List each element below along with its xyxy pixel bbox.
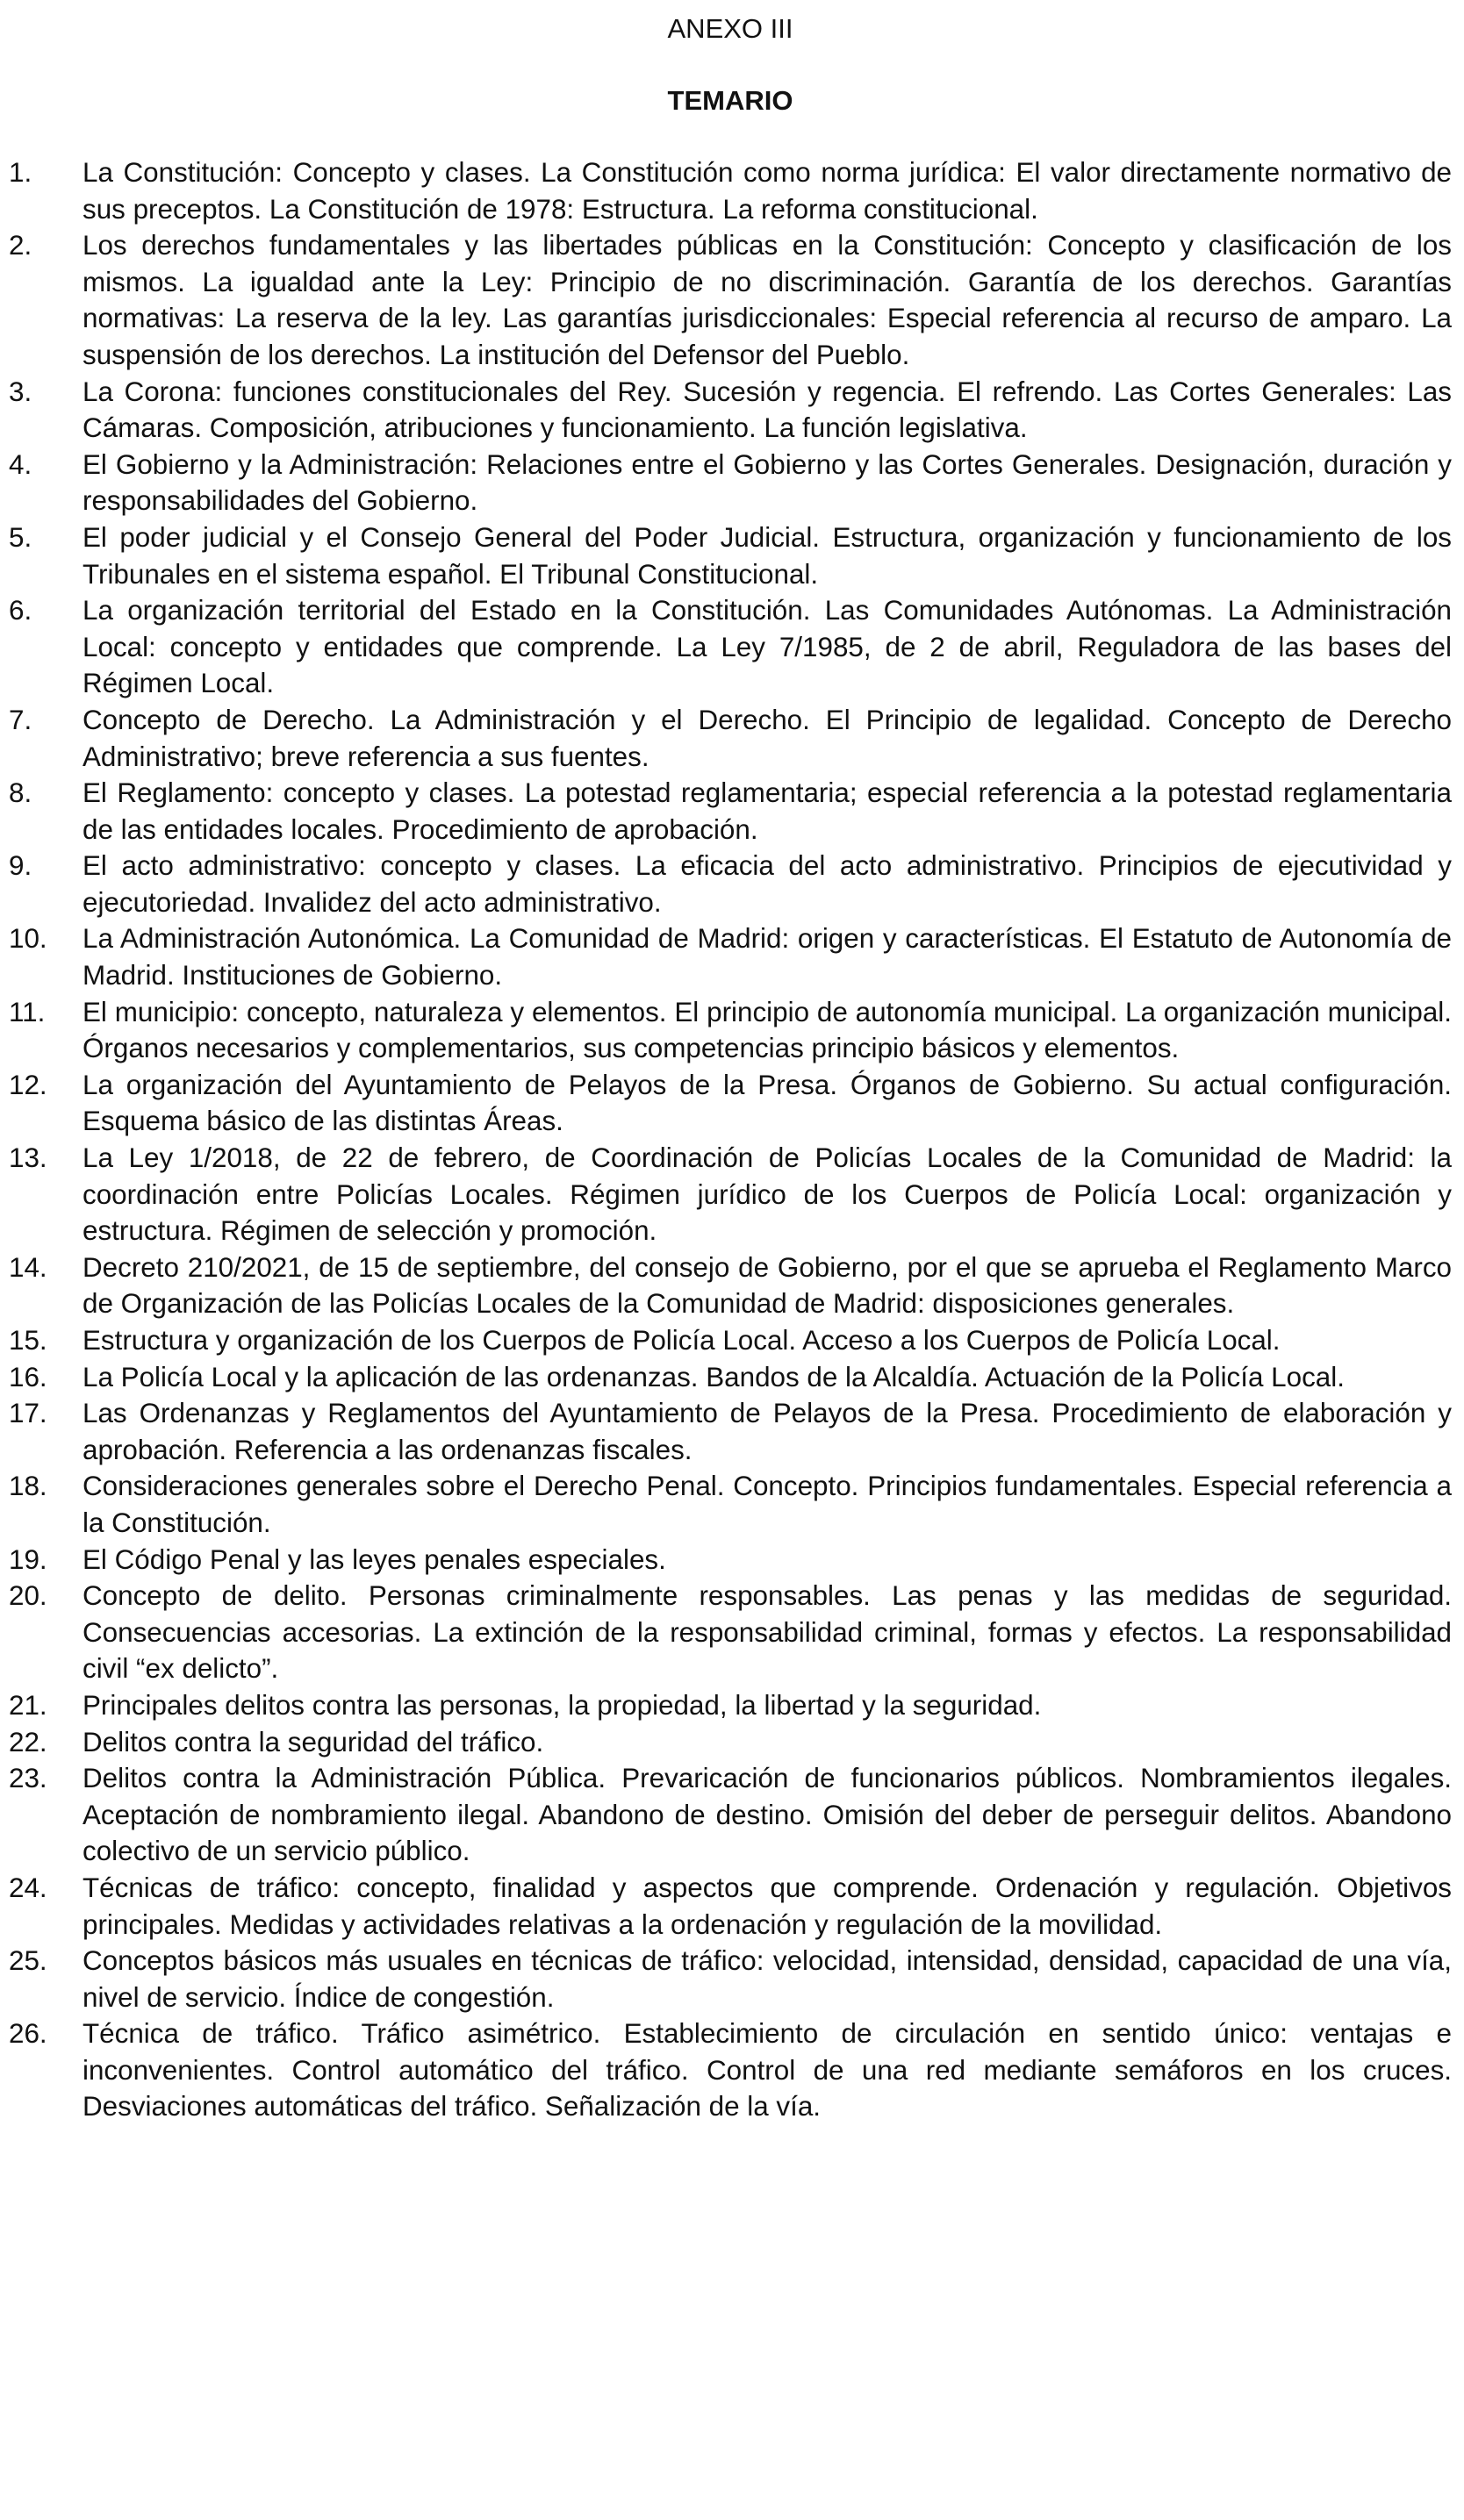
- topic-text: Técnicas de tráfico: concepto, finalidad y aspectos que comprende. Ordenación y regulación. Objetivos principales. Medidas y actividades relativas a la ordenación y regulación de la movilidad.: [83, 1872, 1452, 1940]
- topic-text: La Policía Local y la aplicación de las ordenanzas. Bandos de la Alcaldía. Actuación de la Policía Local.: [83, 1361, 1345, 1392]
- topic-number: 26.: [9, 2018, 47, 2050]
- topic-number: 24.: [9, 1872, 47, 1903]
- list-item: [9, 1542, 1452, 1579]
- topic-number: 22.: [9, 1726, 47, 1758]
- list-item: [9, 1249, 1452, 1322]
- topic-number: 2.: [9, 230, 32, 261]
- topic-text: Conceptos básicos más usuales en técnicas de tráfico: velocidad, intensidad, densidad, capacidad de una vía, nivel de servicio. Índice de congestión.: [83, 1945, 1452, 2013]
- list-item: [9, 1140, 1452, 1249]
- list-item: [9, 994, 1452, 1067]
- list-item: [9, 447, 1452, 519]
- topic-number: 4.: [9, 448, 32, 480]
- list-item: [9, 1943, 1452, 2015]
- topic-number: 5.: [9, 521, 32, 553]
- topic-number: 13.: [9, 1142, 47, 1174]
- list-item: [9, 1395, 1452, 1468]
- list-item: [9, 519, 1452, 592]
- list-item: [9, 1724, 1452, 1761]
- topic-number: 3.: [9, 376, 32, 407]
- topic-text: La Ley 1/2018, de 22 de febrero, de Coordinación de Policías Locales de la Comunidad de Madrid: la coordinación entre Policías Locales. Régimen jurídico de los Cuerpos de Policía Local: organización y estructura. Régimen de selección y promoción.: [83, 1142, 1452, 1247]
- topic-text: Delitos contra la Administración Pública. Prevaricación de funcionarios públicos. Nombramientos ilegales. Aceptación de nombramiento ilegal. Abandono de destino. Omisión del deber de perseguir delitos. Abandono colectivo de un servicio público.: [83, 1763, 1452, 1867]
- topic-text: Concepto de Derecho. La Administración y el Derecho. El Principio de legalidad. Concepto de Derecho Administrativo; breve referencia a sus fuentes.: [83, 704, 1452, 772]
- topic-number: 1.: [9, 157, 32, 188]
- list-item: [9, 1687, 1452, 1724]
- topic-text: Decreto 210/2021, de 15 de septiembre, del consejo de Gobierno, por el que se aprueba el Reglamento Marco de Organización de las Policías Locales de la Comunidad de Madrid: disposiciones generales.: [83, 1251, 1452, 1320]
- list-item: [9, 1870, 1452, 1943]
- topic-number: 9.: [9, 850, 32, 882]
- list-item: [9, 775, 1452, 848]
- topic-number: 8.: [9, 777, 32, 809]
- topic-list: [9, 154, 1452, 2125]
- list-item: [9, 154, 1452, 227]
- topic-text: El municipio: concepto, naturaleza y elementos. El principio de autonomía municipal. La organización municipal. Órganos necesarios y complementarios, sus competencias principio básicos y elementos.: [83, 996, 1452, 1064]
- list-item: [9, 1468, 1452, 1541]
- list-item: [9, 227, 1452, 373]
- list-item: [9, 1322, 1452, 1359]
- topic-text: El Código Penal y las leyes penales especiales.: [83, 1543, 666, 1575]
- list-item: [9, 702, 1452, 775]
- list-item: [9, 1359, 1452, 1396]
- topic-text: El poder judicial y el Consejo General del Poder Judicial. Estructura, organización y funcionamiento de los Tribunales en el sistema español. El Tribunal Constitucional.: [83, 521, 1452, 590]
- list-item: [9, 920, 1452, 993]
- topic-number: 21.: [9, 1689, 47, 1721]
- topic-number: 19.: [9, 1543, 47, 1575]
- topic-text: Consideraciones generales sobre el Derecho Penal. Concepto. Principios fundamentales. Especial referencia a la Constitución.: [83, 1471, 1452, 1538]
- topic-text: La Administración Autonómica. La Comunidad de Madrid: origen y características. El Estatuto de Autonomía de Madrid. Instituciones de Gobierno.: [83, 923, 1452, 992]
- topic-text: Concepto de delito. Personas criminalmente responsables. Las penas y las medidas de seguridad. Consecuencias accesorias. La extinción de la responsabilidad criminal, formas y efectos. La responsabilidad civil “ex delicto”.: [83, 1580, 1452, 1685]
- annex-label: ANEXO III: [667, 13, 793, 44]
- topic-number: 6.: [9, 595, 32, 626]
- topic-number: 12.: [9, 1069, 47, 1100]
- topic-text: Delitos contra la seguridad del tráfico.: [83, 1726, 544, 1758]
- page-title: TEMARIO: [667, 85, 793, 116]
- topic-text: Estructura y organización de los Cuerpos de Policía Local. Acceso a los Cuerpos de Policía Local.: [83, 1325, 1281, 1356]
- topic-number: 16.: [9, 1361, 47, 1392]
- list-item: [9, 1067, 1452, 1140]
- topic-text: La Corona: funciones constitucionales del Rey. Sucesión y regencia. El refrendo. Las Cortes Generales: Las Cámaras. Composición, atribuciones y funcionamiento. La función legislativa.: [83, 376, 1452, 444]
- topic-number: 15.: [9, 1325, 47, 1356]
- topic-text: La organización del Ayuntamiento de Pelayos de la Presa. Órganos de Gobierno. Su actual configuración. Esquema básico de las distintas Áreas.: [83, 1069, 1452, 1137]
- list-item: [9, 1760, 1452, 1870]
- topic-number: 7.: [9, 704, 32, 735]
- topic-number: 18.: [9, 1471, 47, 1502]
- topic-text: Técnica de tráfico. Tráfico asimétrico. Establecimiento de circulación en sentido único: ventajas e inconvenientes. Control automático del tráfico. Control de una red mediante semáforos en los cruces. Desviaciones automáticas del tráfico. Señalización de la vía.: [83, 2018, 1452, 2123]
- topic-number: 23.: [9, 1763, 47, 1794]
- topic-number: 20.: [9, 1580, 47, 1612]
- topic-text: Principales delitos contra las personas, la propiedad, la libertad y la seguridad.: [83, 1689, 1042, 1721]
- topic-text: El Gobierno y la Administración: Relaciones entre el Gobierno y las Cortes Generales. Designación, duración y responsabilidades del Gobierno.: [83, 448, 1452, 517]
- topic-number: 14.: [9, 1251, 47, 1283]
- list-item: [9, 374, 1452, 447]
- topic-text: La Constitución: Concepto y clases. La Constitución como norma jurídica: El valor directamente normativo de sus preceptos. La Constitución de 1978: Estructura. La reforma constitucional.: [83, 157, 1452, 225]
- list-item: [9, 2015, 1452, 2125]
- topic-number: 17.: [9, 1398, 47, 1429]
- list-item: [9, 848, 1452, 920]
- topic-number: 25.: [9, 1945, 47, 1977]
- topic-text: El acto administrativo: concepto y clases. La eficacia del acto administrativo. Principios de ejecutividad y ejecutoriedad. Invalidez del acto administrativo.: [83, 850, 1452, 918]
- list-item: [9, 1578, 1452, 1687]
- topic-text: Los derechos fundamentales y las libertades públicas en la Constitución: Concepto y clasificación de los mismos. La igualdad ante la Ley: Principio de no discriminación. Garantía de los derechos. Garantías normativas: La reserva de la ley. Las garantías jurisdiccionales: Especial referencia al recurso de amparo. La suspensión de los derechos. La institución del Defensor del Pueblo.: [83, 230, 1452, 370]
- topic-text: El Reglamento: concepto y clases. La potestad reglamentaria; especial referencia a la potestad reglamentaria de las entidades locales. Procedimiento de aprobación.: [83, 777, 1452, 845]
- topic-text: La organización territorial del Estado en la Constitución. Las Comunidades Autónomas. La Administración Local: concepto y entidades que comprende. La Ley 7/1985, de 2 de abril, Reguladora de las bases del Régimen Local.: [83, 595, 1452, 699]
- topic-number: 10.: [9, 923, 47, 955]
- list-item: [9, 592, 1452, 702]
- topic-text: Las Ordenanzas y Reglamentos del Ayuntamiento de Pelayos de la Presa. Procedimiento de elaboración y aprobación. Referencia a las ordenanzas fiscales.: [83, 1398, 1452, 1465]
- topic-number: 11.: [9, 996, 46, 1027]
